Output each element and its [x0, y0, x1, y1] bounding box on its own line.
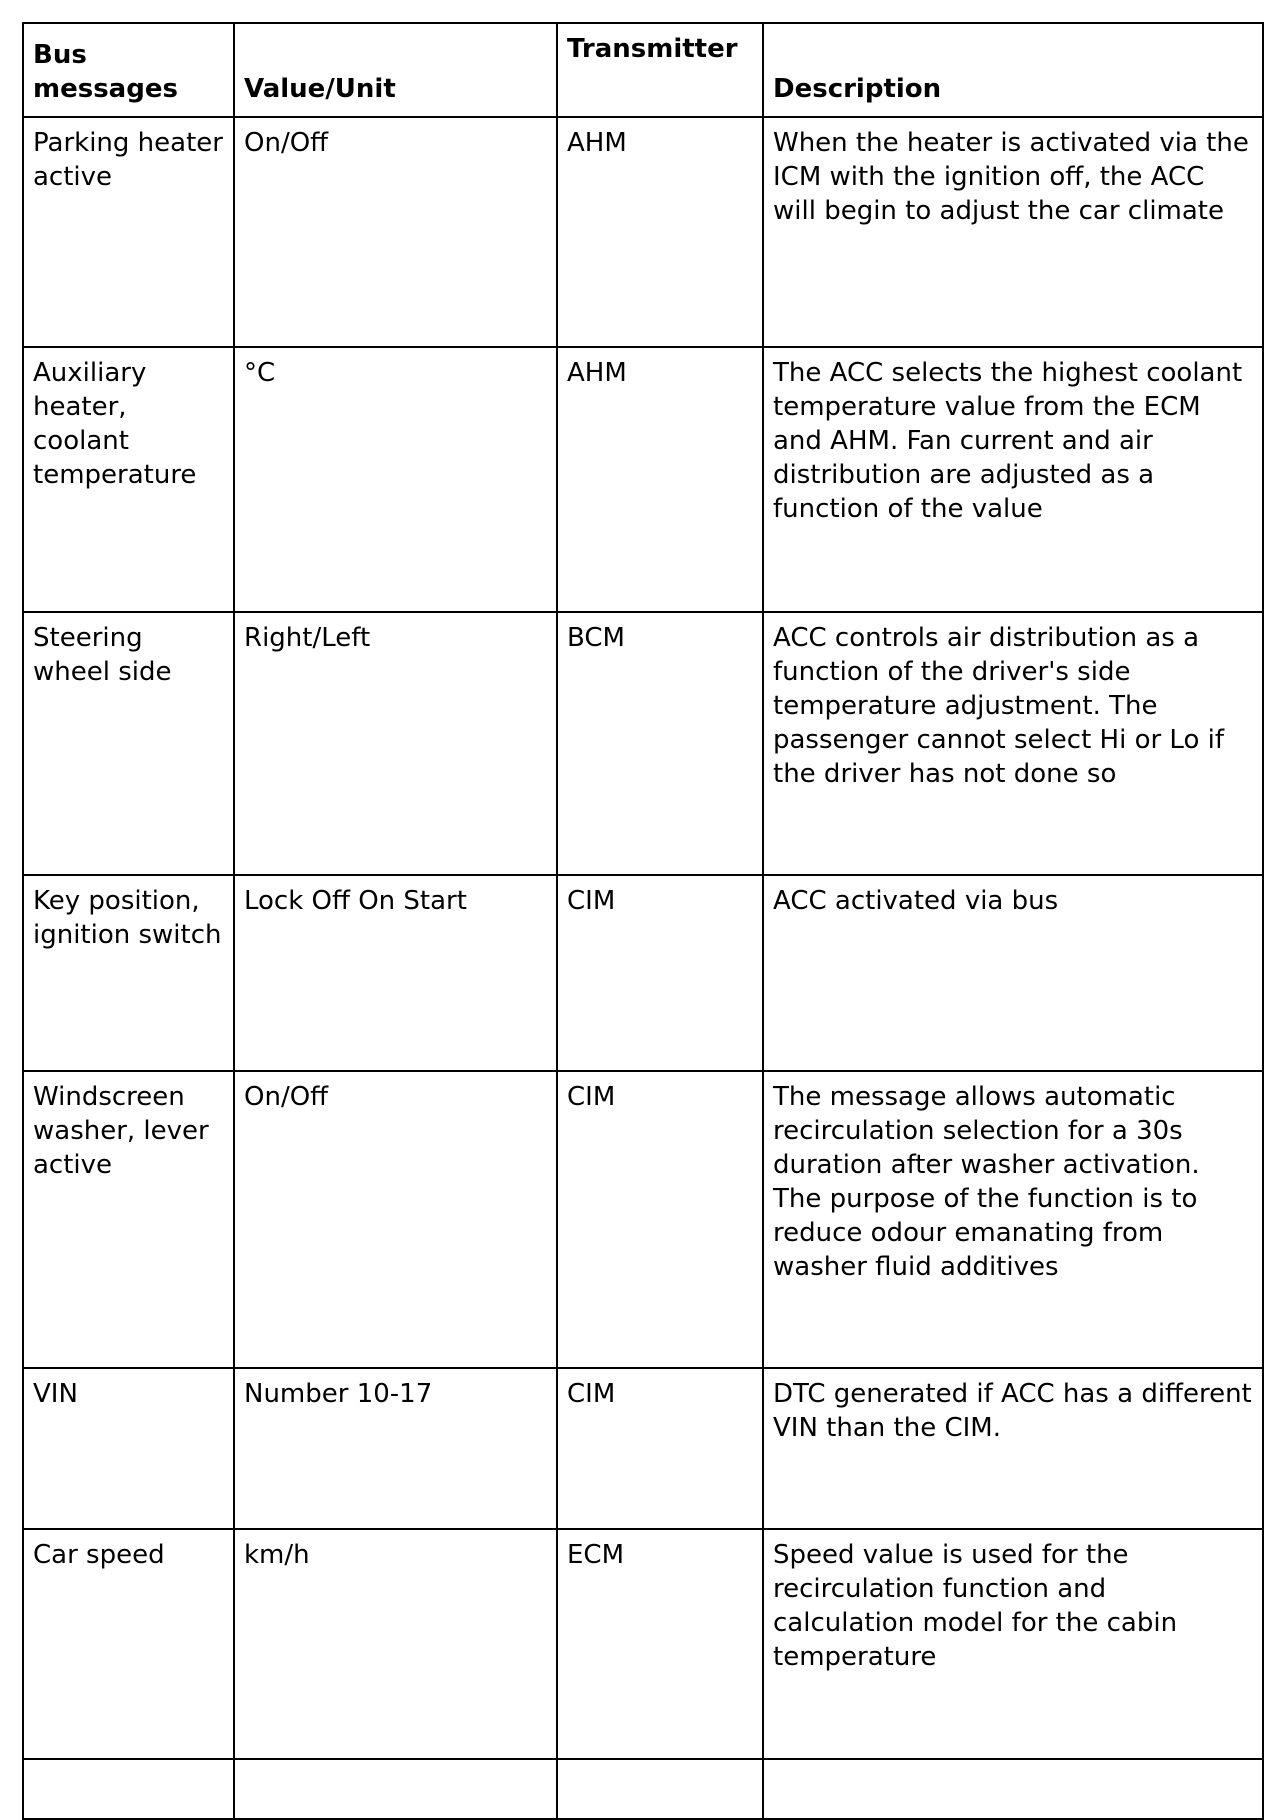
cell-bus-message: Parking heater active — [23, 117, 234, 347]
bus-messages-table — [22, 22, 1264, 1820]
cell-value-unit: km/h — [234, 1529, 557, 1759]
cell-transmitter: BCM — [557, 612, 763, 875]
table-row — [23, 117, 1263, 347]
cell-bus-message: Steering wheel side — [23, 612, 234, 875]
cell-value-unit: On/Off — [234, 117, 557, 347]
cell-description: DTC generated if ACC has a different VIN than the CIM. — [763, 1368, 1263, 1529]
cell-description: ACC controls air distribution as a function of the driver's side temperature adjustment. The passenger cannot select Hi or Lo if the driver has not done so — [763, 612, 1263, 875]
cell-transmitter: CIM — [557, 1071, 763, 1368]
cell-bus-message: Windscreen washer, lever active — [23, 1071, 234, 1368]
cell-description: Speed value is used for the recirculation function and calculation model for the cabin temperature — [763, 1529, 1263, 1759]
cell-transmitter: AHM — [557, 347, 763, 612]
cell-value-unit: °C — [234, 347, 557, 612]
header-description: Description — [763, 23, 1263, 117]
cell-empty — [763, 1759, 1263, 1819]
cell-transmitter: CIM — [557, 1368, 763, 1529]
cell-transmitter: AHM — [557, 117, 763, 347]
cell-transmitter: CIM — [557, 875, 763, 1071]
cell-description: The ACC selects the highest coolant temperature value from the ECM and AHM. Fan current and air distribution are adjusted as a function of the value — [763, 347, 1263, 612]
table-row — [23, 1529, 1263, 1759]
cell-description: The message allows automatic recirculation selection for a 30s duration after washer activation. The purpose of the function is to reduce odour emanating from washer fluid additives — [763, 1071, 1263, 1368]
header-transmitter: Transmitter — [557, 23, 763, 117]
table-row — [23, 1759, 1263, 1819]
table-row — [23, 1368, 1263, 1529]
cell-empty — [557, 1759, 763, 1819]
cell-value-unit: Lock Off On Start — [234, 875, 557, 1071]
table-header-row — [23, 23, 1263, 117]
cell-empty — [23, 1759, 234, 1819]
table-row — [23, 347, 1263, 612]
cell-bus-message: Key position, ignition switch — [23, 875, 234, 1071]
cell-bus-message: VIN — [23, 1368, 234, 1529]
table-row — [23, 612, 1263, 875]
cell-transmitter: ECM — [557, 1529, 763, 1759]
cell-description: When the heater is activated via the ICM with the ignition off, the ACC will begin to adjust the car climate — [763, 117, 1263, 347]
table-row — [23, 875, 1263, 1071]
cell-value-unit: Right/Left — [234, 612, 557, 875]
cell-value-unit: On/Off — [234, 1071, 557, 1368]
header-bus-messages: Bus messages — [23, 23, 234, 117]
cell-bus-message: Car speed — [23, 1529, 234, 1759]
header-value-unit: Value/Unit — [234, 23, 557, 117]
cell-empty — [234, 1759, 557, 1819]
cell-bus-message: Auxiliary heater, coolant temperature — [23, 347, 234, 612]
cell-description: ACC activated via bus — [763, 875, 1263, 1071]
cell-value-unit: Number 10-17 — [234, 1368, 557, 1529]
table-row — [23, 1071, 1263, 1368]
